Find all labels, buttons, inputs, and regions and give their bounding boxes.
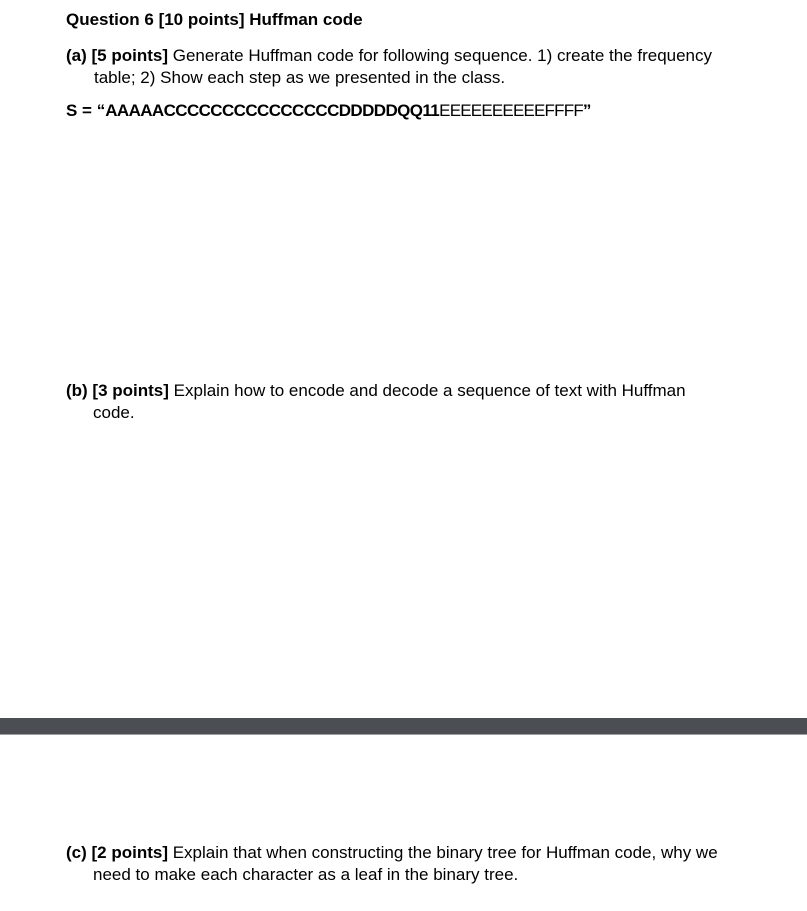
- sequence-tail: EEEEEEEEEEFFFF: [439, 101, 583, 120]
- part-b-text-line2: code.: [93, 403, 135, 422]
- question-part-c: [66, 842, 766, 886]
- sequence-string: [66, 101, 591, 121]
- sequence-prefix: S = “: [66, 101, 106, 120]
- part-b-text-line1: Explain how to encode and decode a sequence of text with Huffman: [168, 381, 686, 400]
- part-c-text-line1: Explain that when constructing the binary tree for Huffman code, why we: [168, 843, 718, 862]
- question-title: Question 6 [10 points] Huffman code: [66, 10, 363, 29]
- question-part-b: [66, 380, 766, 424]
- question-part-a: [66, 45, 766, 89]
- part-a-text-line2: table; 2) Show each step as we presented in the class.: [94, 68, 506, 87]
- page-separator: [0, 718, 807, 734]
- part-a-tag: (a) [5 points]: [66, 46, 168, 65]
- sequence-main: AAAAACCCCCCCCCCCCCCCDDDDDQQ11: [105, 101, 440, 120]
- part-c-tag: (c) [2 points]: [66, 843, 168, 862]
- part-b-tag: (b) [3 points]: [66, 381, 169, 400]
- part-c-text-line2: need to make each character as a leaf in the binary tree.: [93, 865, 519, 884]
- part-a-text-line1: Generate Huffman code for following sequence. 1) create the frequency: [168, 46, 713, 65]
- sequence-suffix: ”: [582, 101, 592, 120]
